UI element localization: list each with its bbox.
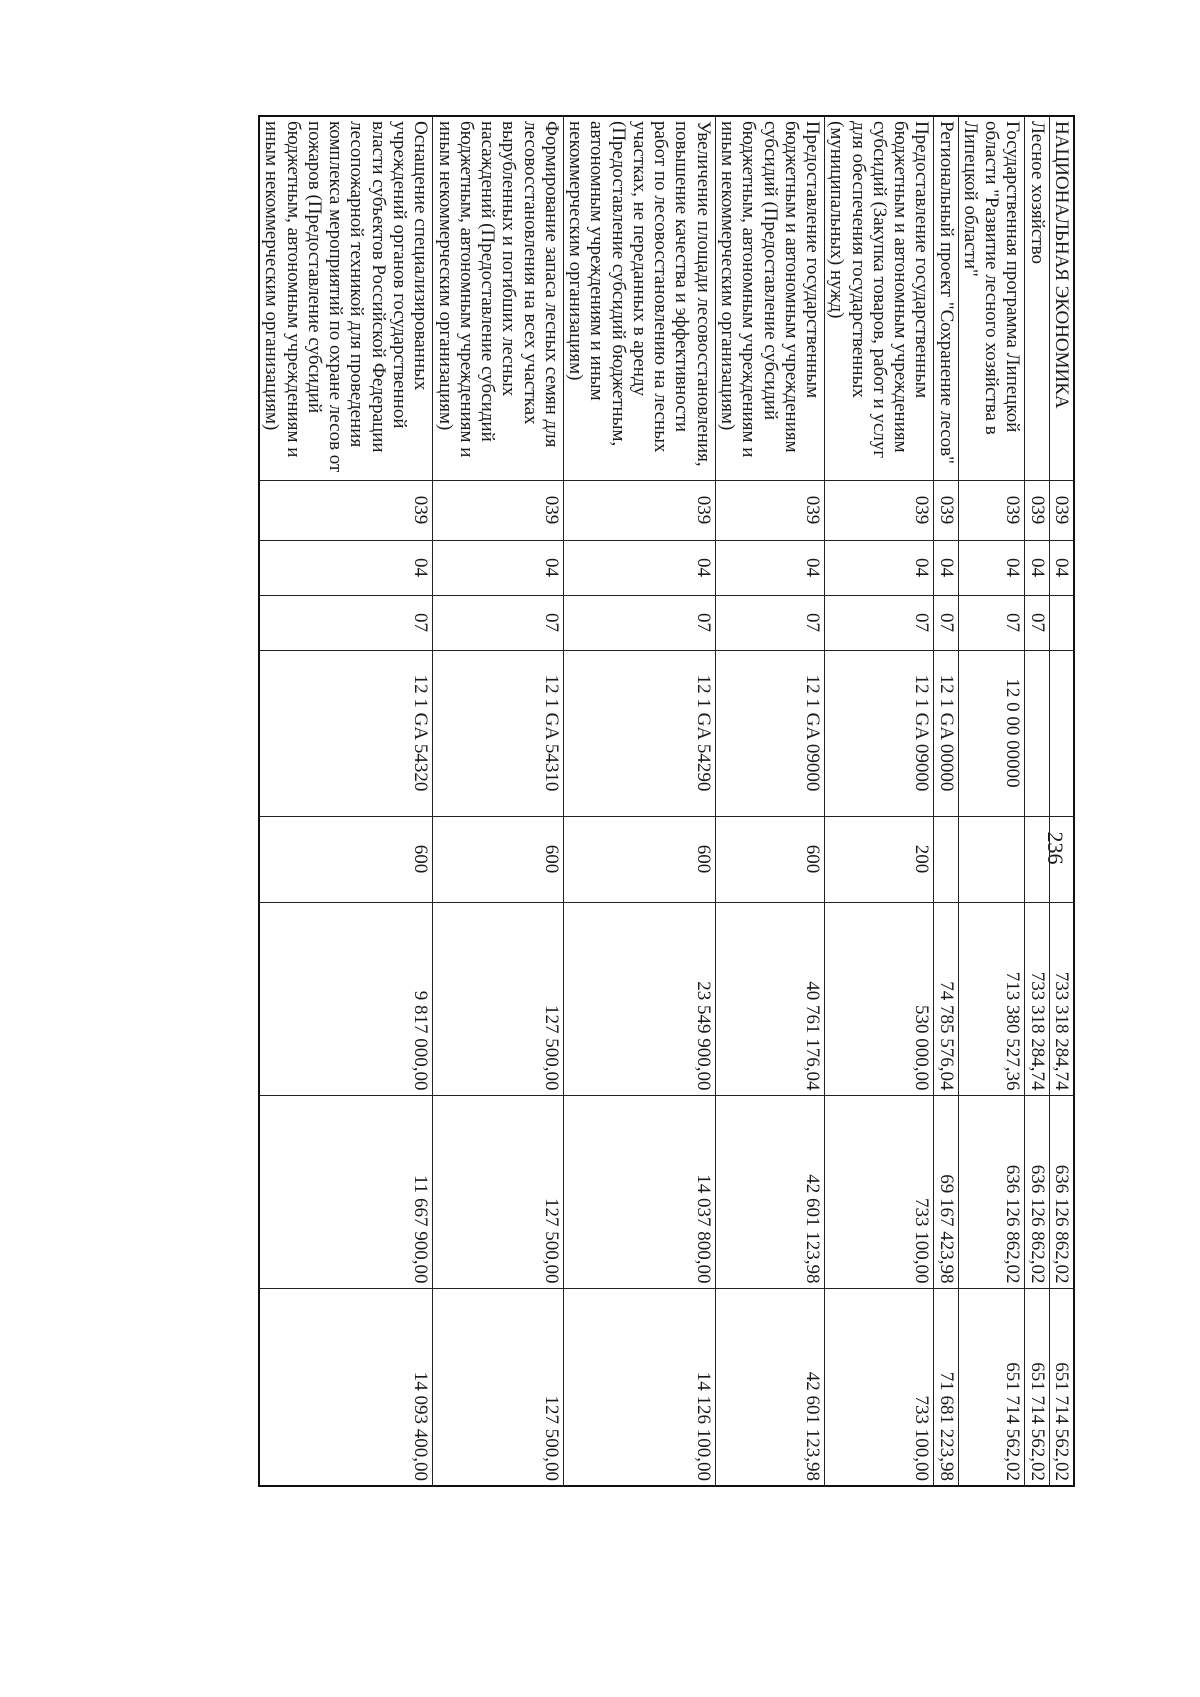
expense-type-cell — [1025, 816, 1049, 902]
amount-year-3-cell: 127 500,00 — [433, 1288, 564, 1486]
subsection-code-cell — [1049, 595, 1074, 650]
amount-year-3-cell: 71 681 223,98 — [934, 1288, 958, 1486]
amount-year-3-cell: 651 714 562,02 — [1025, 1288, 1049, 1486]
department-code-cell: 039 — [1049, 480, 1074, 540]
expense-type-cell — [934, 816, 958, 902]
subsection-code-cell: 07 — [934, 595, 958, 650]
amount-year-3-cell: 651 714 562,02 — [958, 1288, 1025, 1486]
table-row — [934, 116, 958, 1486]
table-row — [1025, 116, 1049, 1486]
budget-table — [258, 115, 1075, 1487]
amount-year-3-cell: 14 093 400,00 — [259, 1288, 433, 1486]
subsection-code-cell: 07 — [715, 595, 824, 650]
amount-year-2-cell: 69 167 423,98 — [934, 1095, 958, 1288]
target-article-cell: 12 1 GA 54310 — [433, 650, 564, 816]
target-article-cell: 12 1 GA 54290 — [563, 650, 715, 816]
amount-year-1-cell: 9 817 000,00 — [259, 902, 433, 1095]
subsection-code-cell: 07 — [433, 595, 564, 650]
table-row — [715, 116, 824, 1486]
amount-year-2-cell: 636 126 862,02 — [1025, 1095, 1049, 1288]
amount-year-1-cell: 733 318 284,74 — [1025, 902, 1049, 1095]
table-row — [825, 116, 934, 1486]
department-code-cell: 039 — [958, 480, 1025, 540]
table-row — [259, 116, 433, 1486]
budget-table-sheet — [112, 115, 1075, 1485]
section-code-cell: 04 — [433, 540, 564, 595]
amount-year-1-cell: 127 500,00 — [433, 902, 564, 1095]
department-code-cell: 039 — [259, 480, 433, 540]
expense-name-cell: Региональный проект "Сохранение лесов" — [934, 116, 958, 480]
expense-type-cell: 600 — [433, 816, 564, 902]
expense-type-cell: 200 — [825, 816, 934, 902]
page-number: 236 — [1043, 831, 1068, 865]
amount-year-1-cell: 74 785 576,04 — [934, 902, 958, 1095]
subsection-code-cell: 07 — [563, 595, 715, 650]
amount-year-1-cell: 40 761 176,04 — [715, 902, 824, 1095]
subsection-code-cell: 07 — [825, 595, 934, 650]
target-article-cell: 12 1 GA 09000 — [825, 650, 934, 816]
section-code-cell: 04 — [715, 540, 824, 595]
amount-year-3-cell: 733 100,00 — [825, 1288, 934, 1486]
section-code-cell: 04 — [825, 540, 934, 595]
table-body — [259, 116, 1074, 1486]
amount-year-1-cell: 23 549 900,00 — [563, 902, 715, 1095]
department-code-cell: 039 — [825, 480, 934, 540]
amount-year-1-cell: 713 380 527,36 — [958, 902, 1025, 1095]
section-code-cell: 04 — [1049, 540, 1074, 595]
expense-type-cell — [958, 816, 1025, 902]
department-code-cell: 039 — [715, 480, 824, 540]
subsection-code-cell: 07 — [1025, 595, 1049, 650]
target-article-cell: 12 1 GA 00000 — [934, 650, 958, 816]
expense-type-cell: 600 — [563, 816, 715, 902]
amount-year-3-cell: 14 126 100,00 — [563, 1288, 715, 1486]
subsection-code-cell: 07 — [958, 595, 1025, 650]
target-article-cell — [1049, 650, 1074, 816]
amount-year-2-cell: 14 037 800,00 — [563, 1095, 715, 1288]
expense-name-cell: НАЦИОНАЛЬНАЯ ЭКОНОМИКА — [1049, 116, 1074, 480]
expense-name-cell: Оснащение специализированных учреждений органов государственной власти субъектов Российской Федерации лесопожарной техникой для проведения комплекса мероприятий по охране лесов от пожаров (Предоставление субсидий бюджетным, автономным учреждениям и иным некоммерческим организациям) — [259, 116, 433, 480]
department-code-cell: 039 — [1025, 480, 1049, 540]
target-article-cell — [1025, 650, 1049, 816]
amount-year-2-cell: 733 100,00 — [825, 1095, 934, 1288]
table-row — [433, 116, 564, 1486]
table-row — [563, 116, 715, 1486]
department-code-cell: 039 — [563, 480, 715, 540]
amount-year-1-cell: 530 000,00 — [825, 902, 934, 1095]
expense-name-cell: Предоставление государственным бюджетным и автономным учреждениям субсидий (Предоставление субсидий бюджетным, автономным учреждениям и иным некоммерческим организациям) — [715, 116, 824, 480]
expense-type-cell: 600 — [715, 816, 824, 902]
amount-year-2-cell: 636 126 862,02 — [1049, 1095, 1074, 1288]
target-article-cell: 12 1 GA 09000 — [715, 650, 824, 816]
section-code-cell: 04 — [259, 540, 433, 595]
expense-name-cell: Лесное хозяйство — [1025, 116, 1049, 480]
table-row — [1049, 116, 1074, 1486]
section-code-cell: 04 — [958, 540, 1025, 595]
section-code-cell: 04 — [934, 540, 958, 595]
amount-year-2-cell: 127 500,00 — [433, 1095, 564, 1288]
section-code-cell: 04 — [1025, 540, 1049, 595]
expense-name-cell: Формирование запаса лесных семян для лесовосстановления на всех участках вырубленных и погибших лесных насаждений (Предоставление субсидий бюджетным, автономным учреждениям и иным некоммерческим организациям) — [433, 116, 564, 480]
subsection-code-cell: 07 — [259, 595, 433, 650]
expense-type-cell: 600 — [259, 816, 433, 902]
target-article-cell: 12 0 00 00000 — [958, 650, 1025, 816]
amount-year-2-cell: 636 126 862,02 — [958, 1095, 1025, 1288]
amount-year-2-cell: 11 667 900,00 — [259, 1095, 433, 1288]
section-code-cell: 04 — [563, 540, 715, 595]
expense-type-cell — [1049, 816, 1074, 902]
expense-name-cell: Увеличение площади лесовосстановления, повышение качества и эффективности работ по лесовосстановлению на лесных участках, не переданных в аренду (Предоставление субсидий бюджетным, автономным учреждениям и иным некоммерческим организациям) — [563, 116, 715, 480]
amount-year-3-cell: 42 601 123,98 — [715, 1288, 824, 1486]
amount-year-1-cell: 733 318 284,74 — [1049, 902, 1074, 1095]
amount-year-3-cell: 651 714 562,02 — [1049, 1288, 1074, 1486]
expense-name-cell: Государственная программа Липецкой области "Развитие лесного хозяйства в Липецкой области" — [958, 116, 1025, 480]
table-row — [958, 116, 1025, 1486]
department-code-cell: 039 — [934, 480, 958, 540]
amount-year-2-cell: 42 601 123,98 — [715, 1095, 824, 1288]
expense-name-cell: Предоставление государственным бюджетным и автономным учреждениям субсидий (Закупка товаров, работ и услуг для обеспечения государственных (муниципальных) нужд) — [825, 116, 934, 480]
department-code-cell: 039 — [433, 480, 564, 540]
target-article-cell: 12 1 GA 54320 — [259, 650, 433, 816]
